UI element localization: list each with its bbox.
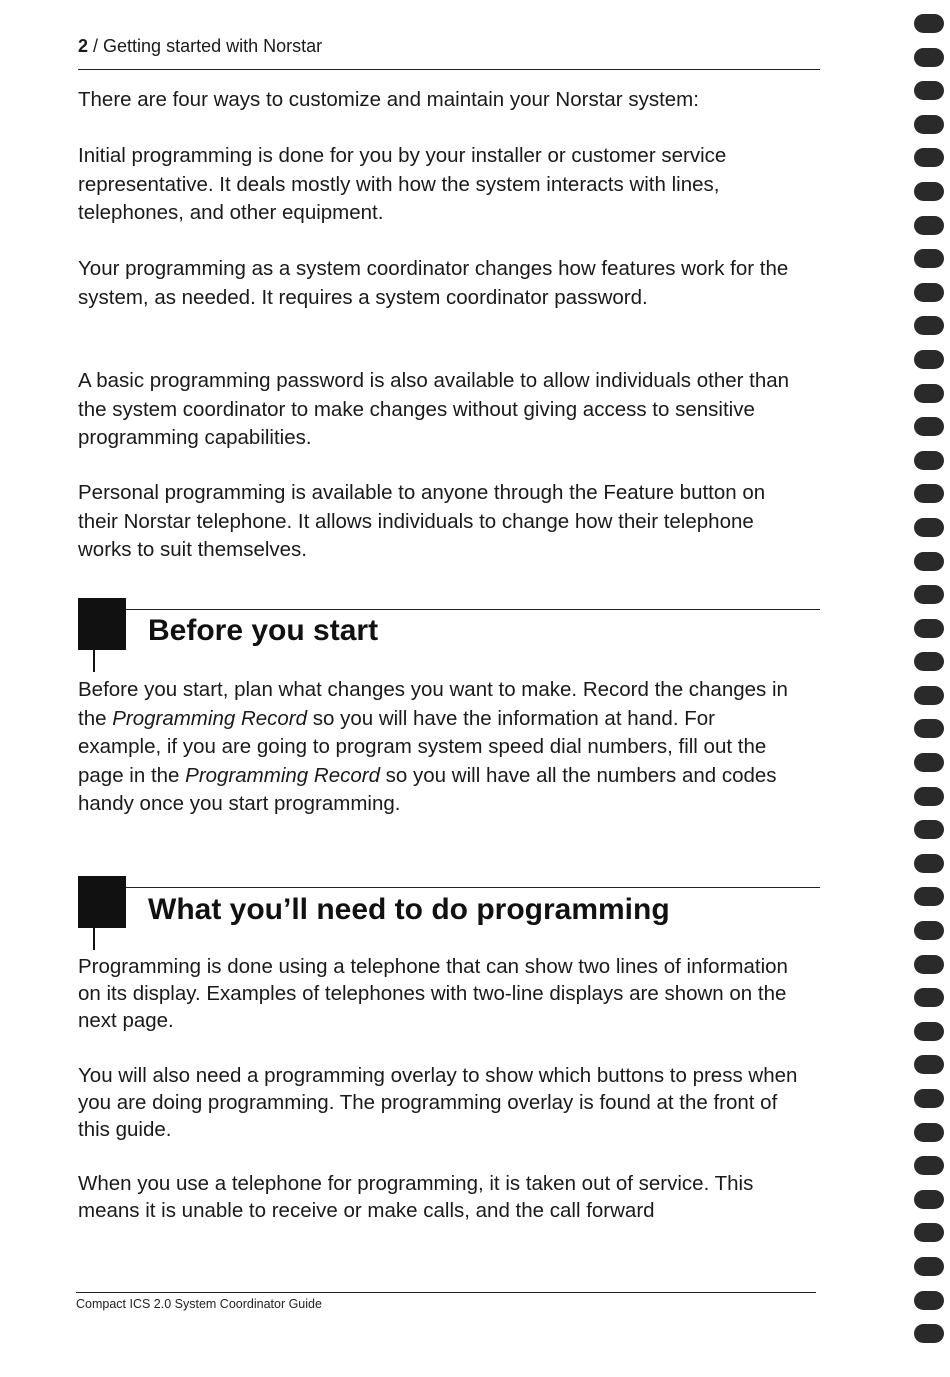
section2-marker <box>78 876 126 928</box>
section1-heading: Before you start <box>148 614 379 647</box>
intro-lead: There are four ways to customize and maintain your Norstar system: <box>78 88 699 111</box>
programming-record-ref: Programming Record <box>185 763 380 787</box>
paragraph-initial-programming: Initial programming is done for you by your installer or customer service representative. It deals mostly with how the system interacts with lines, telephones, and other equipment. <box>78 144 727 224</box>
paragraph-personal-programming: Personal programming is available to anyone through the Feature button on their Norstar telephone. It allows individuals to change how their telephone works to suit themselves. <box>78 481 766 561</box>
section2-rule <box>78 887 820 888</box>
chapter-title: Getting started with Norstar <box>103 36 323 56</box>
paragraph-out-of-service: When you use a telephone for programming, it is taken out of service. This means it is unable to receive or make calls, and the call forward <box>78 1172 754 1222</box>
paragraph-programming-overlay: You will also need a programming overlay to show which buttons to press when you are doing programming. The programming overlay is found at the front of this guide. <box>78 1064 798 1141</box>
section1-marker <box>78 598 126 650</box>
section1-body: Before you start, plan what changes you want to make. Record the changes in the Programming Record so you will have the information at hand. For example, if you are going to program system speed dial numbers, fill out the page in the Programming Record so you will have all the numbers and codes handy once you start programming. <box>78 678 788 815</box>
running-header <box>78 36 322 57</box>
programming-record-ref: Programming Record <box>112 706 308 730</box>
spiral-binding <box>910 14 946 1358</box>
paragraph-coordinator-programming: Your programming as a system coordinator changes how features work for the system, as needed. It requires a system coordinator password. <box>78 257 789 309</box>
page-number: 2 <box>78 36 89 56</box>
footer-rule <box>76 1292 816 1293</box>
paragraph-basic-password: A basic programming password is also available to allow individuals other than the system coordinator to make changes without giving access to sensitive programming capabilities. <box>78 369 790 449</box>
header-rule <box>78 69 820 70</box>
section1-rule <box>78 609 820 610</box>
footer-title: Compact ICS 2.0 System Coordinator Guide <box>76 1297 322 1311</box>
paragraph-telephone-display: Programming is done using a telephone that can show two lines of information on its display. Examples of telephones with two-line displays are shown on the next page. <box>78 955 788 1032</box>
section2-heading: What you’ll need to do programming <box>148 893 670 926</box>
header-separator: / <box>88 36 104 56</box>
